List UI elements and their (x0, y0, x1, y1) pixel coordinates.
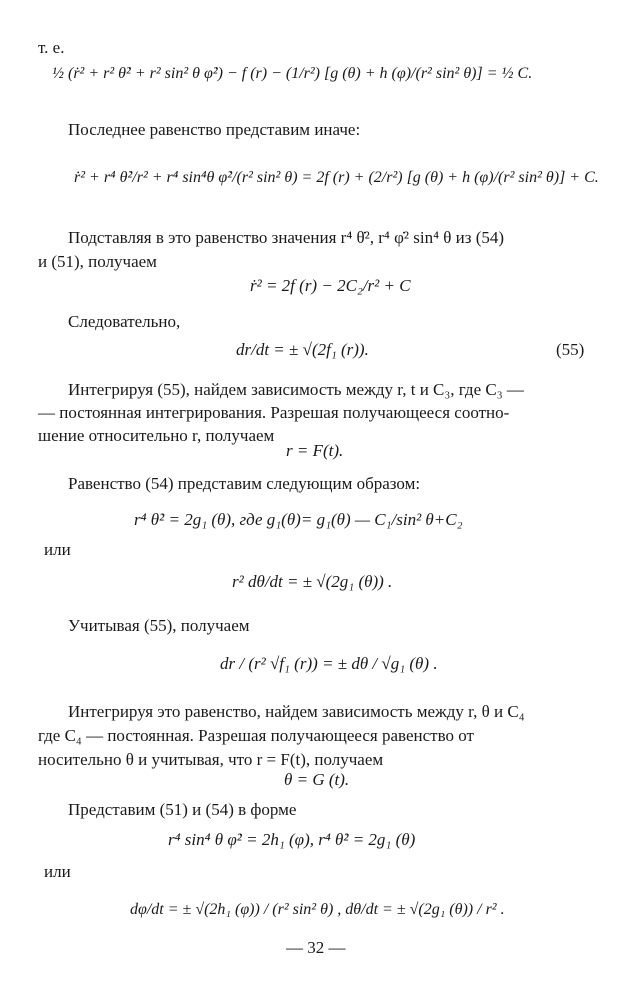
equation-8: dr / (r² √f₁ (r)) = ± dθ / √g₁ (θ) . (220, 654, 438, 673)
equation-6: r⁴ θ̇² = 2g₁ (θ), где g₁(θ)= g₁(θ) — C₁/sin² θ+C₂ (134, 510, 463, 529)
equation-11: dφ/dt = ± √(2h₁ (φ)) / (r² sin² θ) , dθ/dt = ± √(2g₁ (θ)) / r² . (130, 901, 505, 918)
paragraph-2-line-2: и (51), получаем (38, 252, 157, 271)
equation-2: ṙ² + r⁴ θ̇²/r² + r⁴ sin⁴θ φ̇²/(r² sin² θ) = 2f (r) + (2/r²) [g (θ) + h (φ)/(r² sin² θ)] + C. (74, 169, 599, 186)
equation-10: r⁴ sin⁴ θ φ̇² = 2h₁ (φ), r⁴ θ̇² = 2g₁ (θ) (168, 830, 416, 849)
paragraph-7-line-2: где C₄ — постоянная. Разрешая получающееся равенство от (38, 726, 474, 745)
paragraph-5: Равенство (54) представим следующим образом: (68, 474, 421, 493)
paragraph-2-line-1: Подставляя в это равенство значения r⁴ θ̇², r⁴ φ̇² sin⁴ θ из (54) (68, 228, 505, 247)
text-t-e: т. е. (38, 38, 65, 57)
paragraph-6: Учитывая (55), получаем (68, 616, 250, 635)
equation-1: ½ (ṙ² + r² θ̇² + r² sin² θ φ̇²) − f (r) − (1/r²) [g (θ) + h (φ)/(r² sin² θ)] = ½ C. (52, 65, 533, 82)
paragraph-7-line-1: Интегрируя это равенство, найдем зависимость между r, θ и C₄ (68, 702, 525, 721)
text-ili-2: или (44, 862, 71, 881)
equation-7: r² dθ/dt = ± √(2g₁ (θ)) . (232, 572, 393, 591)
paragraph-4-line-3: шение относительно r, получаем (38, 426, 275, 445)
paragraph-1: Последнее равенство представим иначе: (68, 120, 361, 139)
page-number: — 32 — (286, 938, 346, 957)
paragraph-8: Представим (51) и (54) в форме (68, 800, 297, 819)
equation-5: r = F(t). (286, 441, 344, 460)
equation-3: ṙ² = 2f (r) − 2C₂/r² + C (250, 276, 411, 295)
paragraph-4-line-1: Интегрируя (55), найдем зависимость между r, t и C₃, где C₃ — (68, 380, 524, 399)
equation-4-number: (55) (556, 340, 585, 359)
equation-4: dr/dt = ± √(2f₁ (r)). (236, 340, 369, 359)
text-ili-1: или (44, 540, 71, 559)
paragraph-4-line-2: — постоянная интегрирования. Разрешая получающееся соотно- (38, 403, 510, 422)
equation-9: θ = G (t). (284, 770, 350, 789)
paragraph-7-line-3: носительно θ и учитывая, что r = F(t), получаем (38, 750, 384, 769)
paragraph-3: Следовательно, (68, 312, 181, 331)
